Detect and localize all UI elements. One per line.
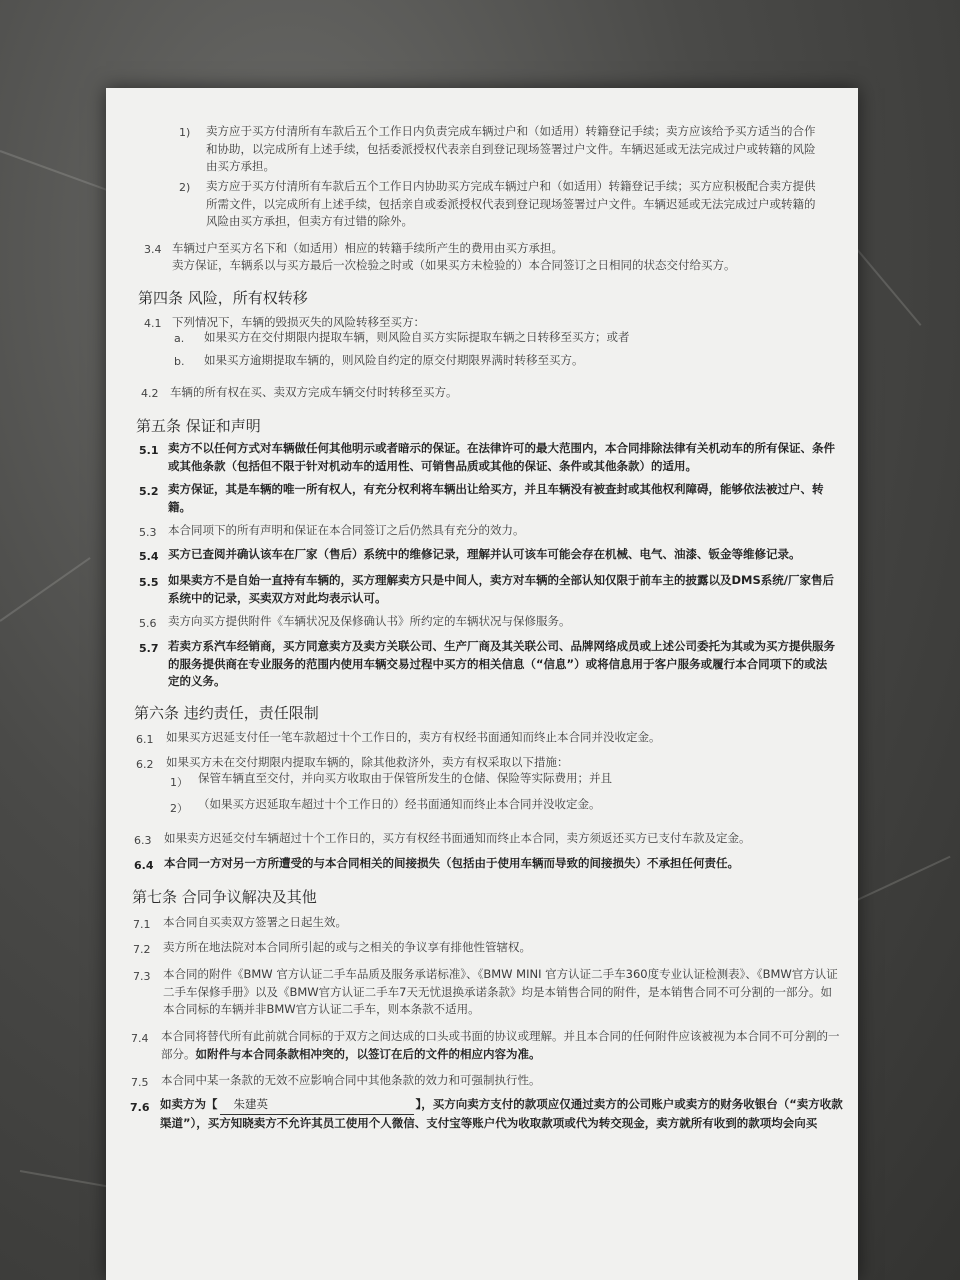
clause-text: 下列情况下，车辆的毁损灭失的风险转移至买方： — [172, 315, 425, 329]
clause-text: 卖方应于买方付清所有车款后五个工作日内协助买方完成车辆过户和（如适用）转籍登记手续；买方应积极配合卖方提供所需文件，以完成所有上述手续，包括亲自或委派授权代表到登记现场签署过户文件。车辆迟延或无法完成过户或转籍的风险由买方承担，但卖方有过错的除外。 — [206, 179, 816, 228]
clause-text — [161, 1028, 843, 1063]
clause-number: 5.5 — [139, 576, 159, 589]
item-label: 2） — [170, 802, 188, 815]
clause-number: 7.6 — [130, 1101, 150, 1114]
clause-number: 6.4 — [134, 859, 154, 872]
marble-vein — [849, 240, 921, 326]
clause-text: 卖方保证，其是车辆的唯一所有权人，有充分权利将车辆出让给买方，并且车辆没有被查封或其他权利障碍，能够依法被过户、转籍。 — [168, 482, 824, 514]
clause-text: 车辆的所有权在买、卖双方完成车辆交付时转移至买方。 — [170, 385, 458, 399]
clause-prefix: 如卖方为【 — [160, 1097, 218, 1111]
marble-vein — [0, 557, 91, 622]
clause-text: 卖方不以任何方式对车辆做任何其他明示或者暗示的保证。在法律许可的最大范围内，本合同排除法律有关机动车的所有保证、条件或其他条款（包括但不限于针对机动车的适用性、可销售品质或其他的保证、条件或其他条款）的适用。 — [168, 441, 835, 473]
article-heading: 第五条 保证和声明 — [136, 417, 261, 435]
clause-number: 7.3 — [133, 970, 151, 983]
clause-text: 卖方应于买方付清所有车款后五个工作日内负责完成车辆过户和（如适用）转籍登记手续；卖方应该给予买方适当的合作和协助，以完成所有上述手续，包括委派授权代表亲自到登记现场签署过户文件。车辆迟延或无法完成过户或转籍的风险由买方承担。 — [206, 124, 816, 173]
clause-text: 如果买方未在交付期限内提取车辆的，除其他救济外，卖方有权采取以下措施： — [166, 755, 569, 769]
item-label: a. — [174, 332, 185, 345]
clause-number: 5.3 — [139, 526, 157, 539]
clause-rest: 】，买方向卖方支付的款项应仅通过卖方的公司账户或卖方的财务收银台（“卖方收款渠道”），买方知晓卖方不允许其员工使用个人微信、支付宝等账户代为收取款项或代为转交现金，卖方就所有收到的款项均会向买 — [160, 1097, 843, 1130]
seller-name-field: 朱建英 — [220, 1096, 414, 1115]
clause-text: 卖方所在地法院对本合同所引起的或与之相关的争议享有排他性管辖权。 — [163, 940, 531, 954]
clause-number: 4.2 — [141, 387, 159, 400]
article-heading: 第四条 风险，所有权转移 — [138, 289, 308, 307]
marble-vein — [855, 856, 951, 902]
clause-text-bold: 如附件与本合同条款相冲突的，以签订在后的文件的相应内容为准。 — [195, 1046, 541, 1061]
clause-number: 6.2 — [136, 758, 154, 771]
clause-text: 如果买方在交付期限内提取车辆，则风险自买方实际提取车辆之日转移至买方；或者 — [204, 330, 630, 344]
clause-text: 如果卖方迟延交付车辆超过十个工作日的，买方有权经书面通知而终止本合同，卖方须返还买方已支付车款及定金。 — [164, 831, 751, 845]
clause-text: 本合同自买卖双方签署之日起生效。 — [163, 915, 347, 929]
clause-number: 5.1 — [139, 444, 159, 457]
clause-number: 5.6 — [139, 617, 157, 630]
clause-text: 车辆过户至买方名下和（如适用）相应的转籍手续所产生的费用由买方承担。 — [172, 241, 563, 255]
clause-text: 卖方保证，车辆系以与买方最后一次检验之时或（如果买方未检验的）本合同签订之日相同的状态交付给买方。 — [172, 258, 736, 272]
clause-text: 本合同中某一条款的无效不应影响合同中其他条款的效力和可强制执行性。 — [161, 1073, 541, 1087]
clause-number: 1) — [179, 126, 191, 139]
clause-number: 6.1 — [136, 733, 154, 746]
item-label: b. — [174, 355, 185, 368]
clause-number: 5.4 — [139, 550, 159, 563]
clause-number: 7.2 — [133, 943, 151, 956]
clause-number: 7.1 — [133, 918, 151, 931]
item-label: 1） — [170, 776, 188, 789]
clause-text: 若卖方系汽车经销商，买方同意卖方及卖方关联公司、生产厂商及其关联公司、品牌网络成员或上述公司委托为其或为买方提供服务的服务提供商在专业服务的范围内使用车辆交易过程中买方的相关信息（“信息”）或将信息用于客户服务或履行本合同项下的或法定的义务。 — [168, 639, 835, 688]
article-heading: 第七条 合同争议解决及其他 — [132, 888, 317, 906]
clause-text: 如果买方迟延支付任一笔车款超过十个工作日的，卖方有权经书面通知而终止本合同并没收定金。 — [166, 730, 661, 744]
clause-number: 7.4 — [131, 1032, 149, 1045]
clause-text: 如果卖方不是自始一直持有车辆的，买方理解卖方只是中间人，卖方对车辆的全部认知仅限于前车主的披露以及DMS系统/厂家售后系统中的记录，买卖双方对此均表示认可。 — [168, 573, 834, 605]
clause-number: 2) — [179, 181, 191, 194]
clause-text: 如果买方逾期提取车辆的，则风险自约定的原交付期限界满时转移至买方。 — [204, 353, 584, 367]
clause-text: 本合同的附件《BMW 官方认证二手车品质及服务承诺标准》、《BMW MINI 官方认证二手车360度专业认证检测表》、《BMW官方认证二手车保修手册》以及《BMW官方认证二手车7天无忧退换承诺条款》均是本销售合同的附件，是本销售合同不可分割的一部分。如本合同标的车辆并非BMW官方认证二手车，则本条款不适用。 — [163, 967, 838, 1016]
clause-number: 4.1 — [144, 317, 162, 330]
contract-page — [106, 88, 858, 1280]
clause-text: 保管车辆直至交付，并向买方收取由于保管所发生的仓储、保险等实际费用；并且 — [198, 771, 612, 785]
clause-text: 本合同项下的所有声明和保证在本合同签订之后仍然具有充分的效力。 — [168, 523, 525, 537]
article-heading: 第六条 违约责任，责任限制 — [134, 704, 319, 722]
clause-number: 3.4 — [144, 243, 162, 256]
clause-text: 本合同一方对另一方所遭受的与本合同相关的间接损失（包括由于使用车辆而导致的间接损失）不承担任何责任。 — [164, 856, 739, 870]
marble-vein — [0, 150, 113, 193]
clause-number: 5.2 — [139, 485, 159, 498]
clause-text — [160, 1096, 848, 1132]
clause-text: 买方已查阅并确认该车在厂家（售后）系统中的维修记录，理解并认可该车可能会存在机械、电气、油漆、钣金等维修记录。 — [168, 547, 801, 561]
clause-text-normal: 本合同将替代所有此前就合同标的于双方之间达成的口头或书面的协议或理解。并且本合同的任何附件应该被视为本合同不可分割的一部分。 — [161, 1029, 840, 1061]
clause-number: 5.7 — [139, 642, 159, 655]
clause-number: 6.3 — [134, 834, 152, 847]
clause-number: 7.5 — [131, 1076, 149, 1089]
clause-text: （如果买方迟延取车超过十个工作日的）经书面通知而终止本合同并没收定金。 — [198, 797, 601, 811]
clause-text: 卖方向买方提供附件《车辆状况及保修确认书》所约定的车辆状况与保修服务。 — [168, 614, 571, 628]
